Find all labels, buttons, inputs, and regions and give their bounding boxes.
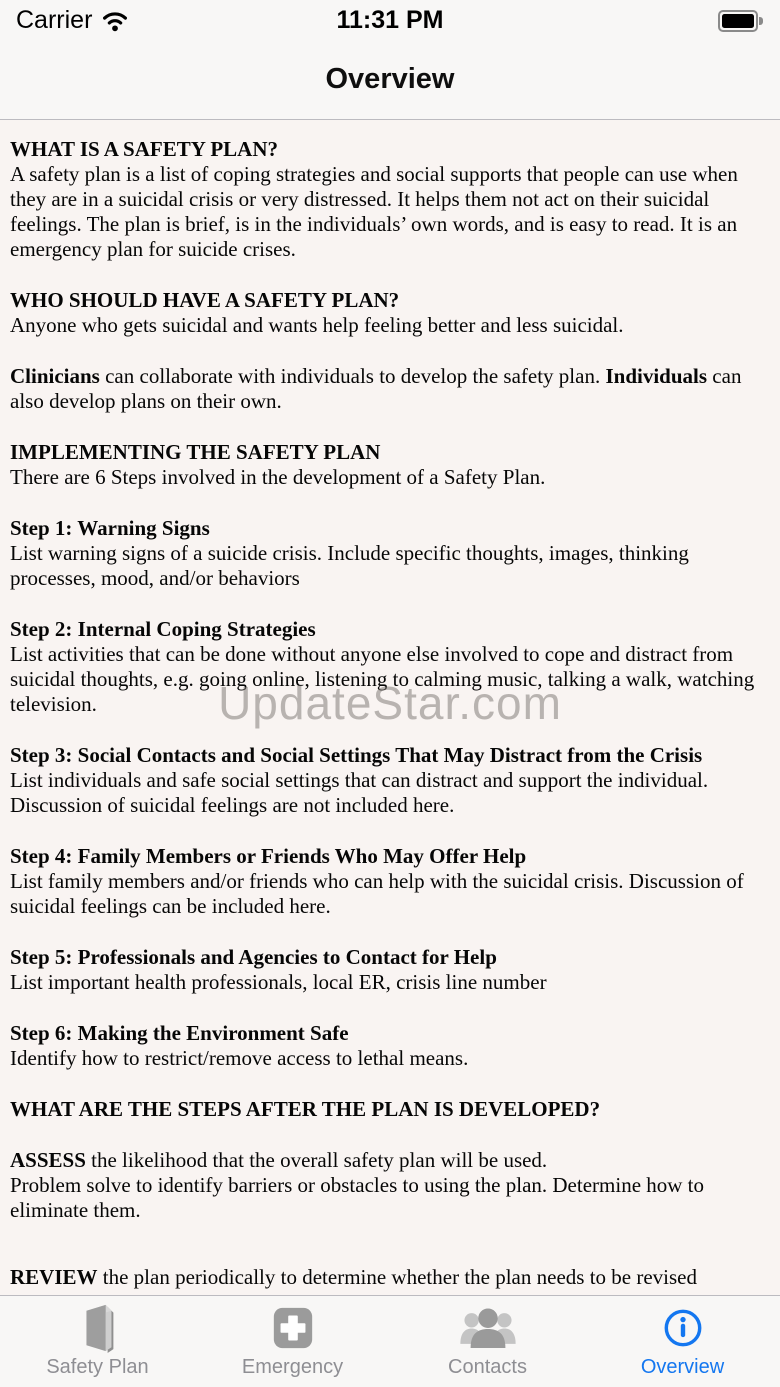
content-heading: Step 3: Social Contacts and Social Settings That May Distract from the Crisis [10, 743, 703, 767]
content-paragraph: ASSESS the likelihood that the overall safety plan will be used. [10, 1148, 548, 1172]
content-heading: Step 6: Making the Environment Safe [10, 1021, 349, 1045]
tab-iconbox [270, 1303, 316, 1353]
status-bar-right [718, 10, 758, 32]
tab-label: Contacts [448, 1356, 527, 1378]
tab-bar [0, 1295, 780, 1387]
tab-iconbox [75, 1303, 121, 1353]
watermark: UpdateStar.com [218, 677, 562, 729]
tab-label: Safety Plan [46, 1356, 149, 1378]
info-icon [662, 1307, 704, 1349]
content-paragraph: Clinicians can collaborate with individuals to develop the safety plan. Individuals can also develop plans on their own. [10, 364, 742, 413]
book-icon [75, 1303, 121, 1353]
content-heading: WHAT IS A SAFETY PLAN? [10, 137, 279, 161]
content-paragraph: Identify how to restrict/remove access to lethal means. [10, 1046, 469, 1070]
battery-nub [759, 17, 763, 25]
tab-contacts[interactable] [390, 1296, 585, 1387]
battery-icon [718, 10, 758, 32]
overview-content[interactable] [0, 120, 780, 1295]
content-heading: Step 4: Family Members or Friends Who May Offer Help [10, 844, 527, 868]
nav-bar [0, 40, 780, 120]
carrier-label: Carrier [16, 5, 93, 34]
tab-overview[interactable] [585, 1296, 780, 1387]
content-paragraph: A safety plan is a list of coping strategies and social supports that people can use when they are in a suicidal crisis or very distressed. It helps them not act on their suicidal feelings. The plan is brief, is in the individuals’ own words, and is easy to read. It is an emergency plan for suicide crises. [10, 162, 738, 261]
content-paragraph: List individuals and safe social settings that can distract and support the individual. Discussion of suicidal feelings are not included here. [10, 768, 709, 817]
tab-iconbox [458, 1303, 518, 1353]
content-paragraph: List important health professionals, local ER, crisis line number [10, 970, 547, 994]
content-heading: Step 1: Warning Signs [10, 516, 210, 540]
content-heading: WHAT ARE THE STEPS AFTER THE PLAN IS DEVELOPED? [10, 1097, 601, 1121]
tab-label: Overview [640, 1356, 725, 1378]
tab-emergency[interactable] [195, 1296, 390, 1387]
content-paragraph: Anyone who gets suicidal and wants help feeling better and less suicidal. [10, 313, 624, 337]
page-title: Overview [325, 63, 455, 95]
status-time: 11:31 PM [336, 5, 444, 34]
tab-iconbox [662, 1303, 704, 1353]
content-paragraph: Problem solve to identify barriers or obstacles to using the plan. Determine how to eliminate them. [10, 1173, 705, 1222]
content-paragraph: List activities that can be done without anyone else involved to cope and distract from suicidal thoughts, e.g. going online, listening to calming music, talking a walk, watching television. [10, 642, 755, 716]
content-paragraph: REVIEW the plan periodically to determine whether the plan needs to be revised [10, 1265, 697, 1289]
plus-icon [270, 1305, 316, 1351]
content-paragraph: There are 6 Steps involved in the development of a Safety Plan. [10, 465, 546, 489]
content-heading: WHO SHOULD HAVE A SAFETY PLAN? [10, 288, 400, 312]
battery-fill [722, 14, 754, 28]
tab-label: Emergency [241, 1356, 344, 1378]
content-heading: IMPLEMENTING THE SAFETY PLAN [10, 440, 381, 464]
people-icon [458, 1307, 518, 1350]
status-bar [0, 0, 780, 40]
content-paragraph: List warning signs of a suicide crisis. Include specific thoughts, images, thinking processes, mood, and/or behaviors [10, 541, 689, 590]
content-heading: Step 2: Internal Coping Strategies [10, 617, 316, 641]
content-heading: Step 5: Professionals and Agencies to Contact for Help [10, 945, 497, 969]
content-paragraph: List family members and/or friends who can help with the suicidal crisis. Discussion of suicidal feelings can be included here. [10, 869, 744, 918]
tab-safety-plan[interactable] [0, 1296, 195, 1387]
